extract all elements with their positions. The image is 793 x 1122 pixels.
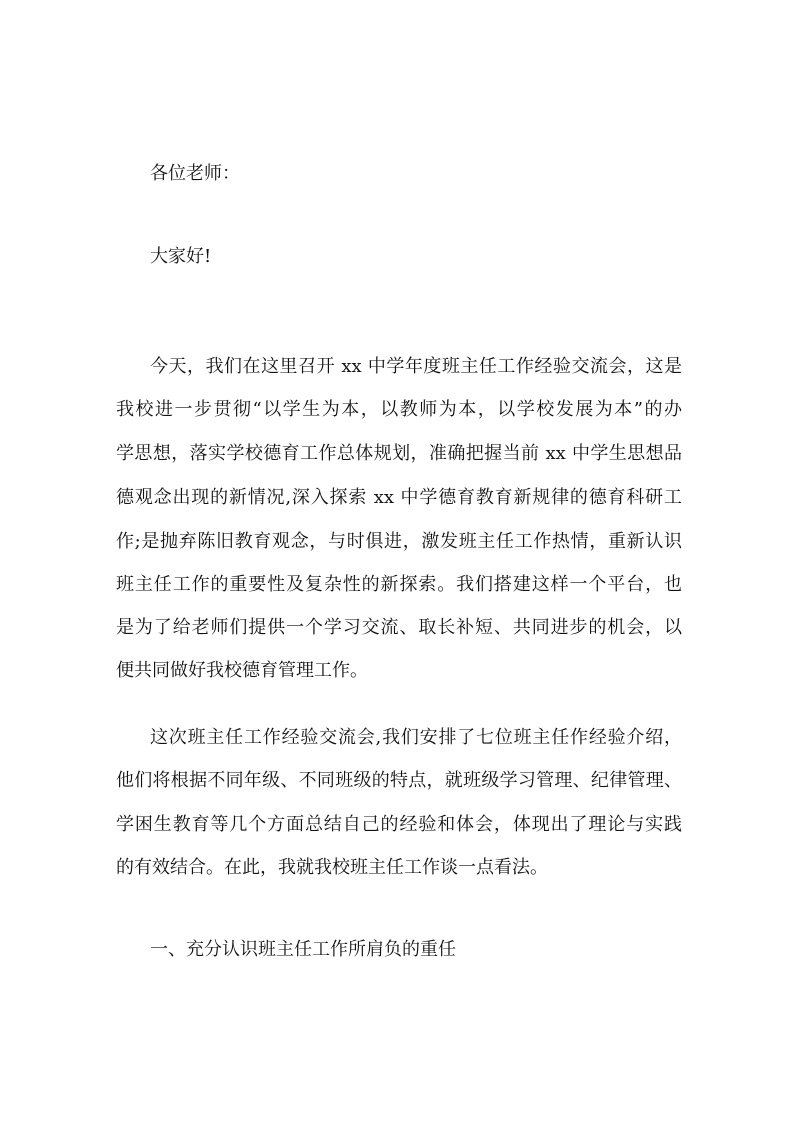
- paragraph-line: 作;是抛弃陈旧教育观念，与时俱进，激发班主任工作热情，重新认识: [116, 531, 682, 552]
- section-heading: 一、充分认识班主任工作所肩负的重任: [150, 939, 456, 960]
- paragraph-line: 便共同做好我校德育管理工作。: [116, 660, 368, 681]
- paragraph-line: 的有效结合。在此，我就我校班主任工作谈一点看法。: [116, 857, 548, 878]
- paragraph-line: 班主任工作的重要性及复杂性的新探索。我们搭建这样一个平台，也: [116, 574, 682, 595]
- paragraph-line: 学困生教育等几个方面总结自己的经验和体会，体现出了理论与实践: [116, 814, 682, 835]
- paragraph-line: 这次班主任工作经验交流会,我们安排了七位班主任作经验介绍，: [150, 727, 682, 748]
- greeting: 各位老师：: [150, 163, 240, 184]
- salutation: 大家好!: [150, 246, 212, 267]
- paragraph-line: 今天，我们在这里召开 xx 中学年度班主任工作经验交流会，这是: [150, 356, 682, 377]
- paragraph-line: 我校进一步贯彻“以学生为本，以教师为本，以学校发展为本”的办: [116, 399, 682, 420]
- paragraph-line: 学思想，落实学校德育工作总体规划，准确把握当前 xx 中学生思想品: [116, 443, 682, 464]
- paragraph-line: 是为了给老师们提供一个学习交流、取长补短、共同进步的机会，以: [116, 617, 682, 638]
- paragraph-line: 德观念出现的新情况,深入探索 xx 中学德育教育新规律的德育科研工: [116, 487, 682, 508]
- paragraph-line: 他们将根据不同年级、不同班级的特点，就班级学习管理、纪律管理、: [116, 770, 682, 791]
